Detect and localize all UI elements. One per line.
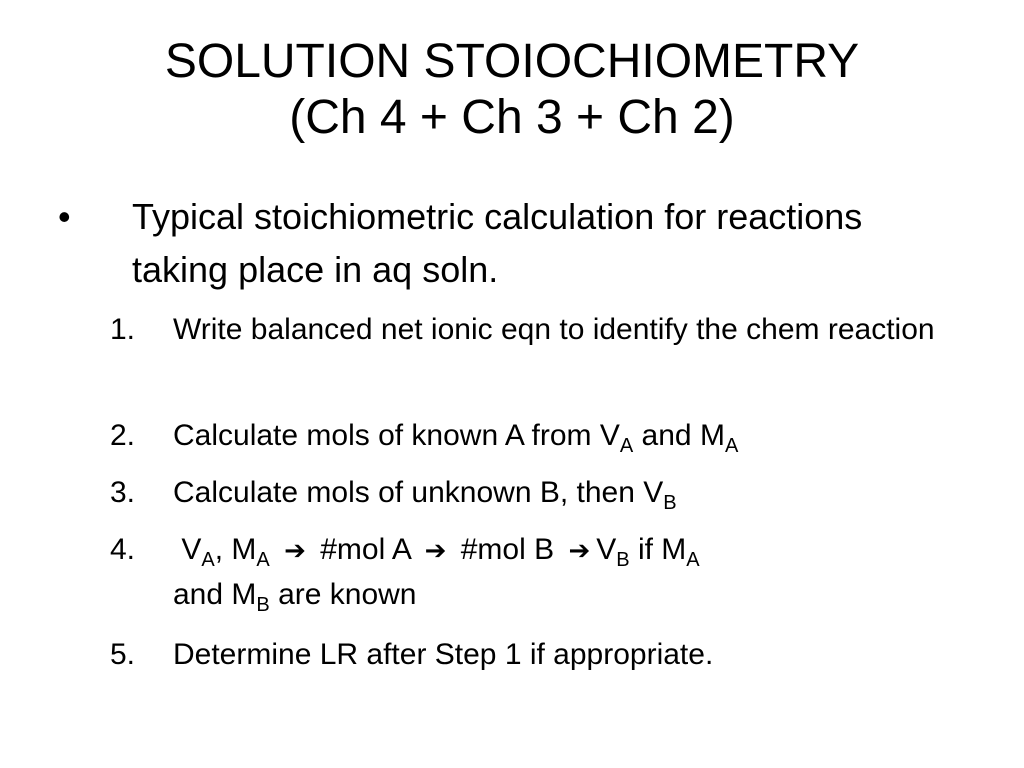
step-5 — [110, 633, 970, 677]
step-text — [173, 528, 970, 617]
step-number: 4. — [110, 533, 136, 566]
step-text-part: Calculate mols of unknown B, then V — [173, 476, 664, 509]
step-text-part: V — [181, 533, 202, 566]
step-text-part: are known — [269, 578, 417, 611]
step-text — [173, 471, 970, 515]
bullet-text: Typical stoichiometric calculation for reactions taking place in aq soln. — [132, 196, 863, 290]
step-text-part: , M — [214, 533, 257, 566]
subscript: A — [686, 549, 700, 571]
step-text: Determine LR after Step 1 if appropriate. — [173, 638, 714, 671]
subscript: B — [256, 594, 270, 616]
bullet-dot: • — [58, 196, 71, 237]
step-text-part: #mol A — [320, 533, 411, 566]
step-number: 3. — [110, 476, 136, 509]
step-number: 5. — [110, 638, 136, 671]
slide-title — [0, 34, 1024, 146]
step-3 — [110, 471, 970, 515]
title-line-2: (Ch 4 + Ch 3 + Ch 2) — [289, 91, 735, 144]
step-2 — [110, 414, 970, 458]
subscript: A — [619, 435, 634, 457]
step-text: Write balanced net ionic eqn to identify the chem reaction — [173, 313, 935, 346]
subscript: A — [201, 549, 215, 571]
step-1 — [110, 308, 970, 352]
step-text-part: #mol B — [460, 533, 555, 566]
right-arrow-icon: ➔ — [568, 536, 591, 566]
step-text-part: and M — [173, 578, 257, 611]
step-4 — [110, 528, 970, 617]
step-text-part: V — [596, 533, 617, 566]
subscript: A — [256, 549, 270, 571]
step-text-part: Calculate mols of known A from V — [173, 419, 620, 452]
bullet-point — [58, 190, 958, 296]
step-text-part: and M — [633, 419, 725, 452]
subscript: B — [663, 492, 677, 514]
subscript: B — [616, 549, 630, 571]
step-number: 2. — [110, 419, 136, 452]
subscript: A — [724, 435, 739, 457]
right-arrow-icon: ➔ — [284, 536, 306, 566]
step-text-part: if M — [629, 533, 687, 566]
step-text — [173, 414, 970, 458]
step-number: 1. — [110, 313, 136, 346]
title-line-1: SOLUTION STOIOCHIOMETRY — [164, 35, 860, 88]
right-arrow-icon: ➔ — [424, 536, 447, 566]
